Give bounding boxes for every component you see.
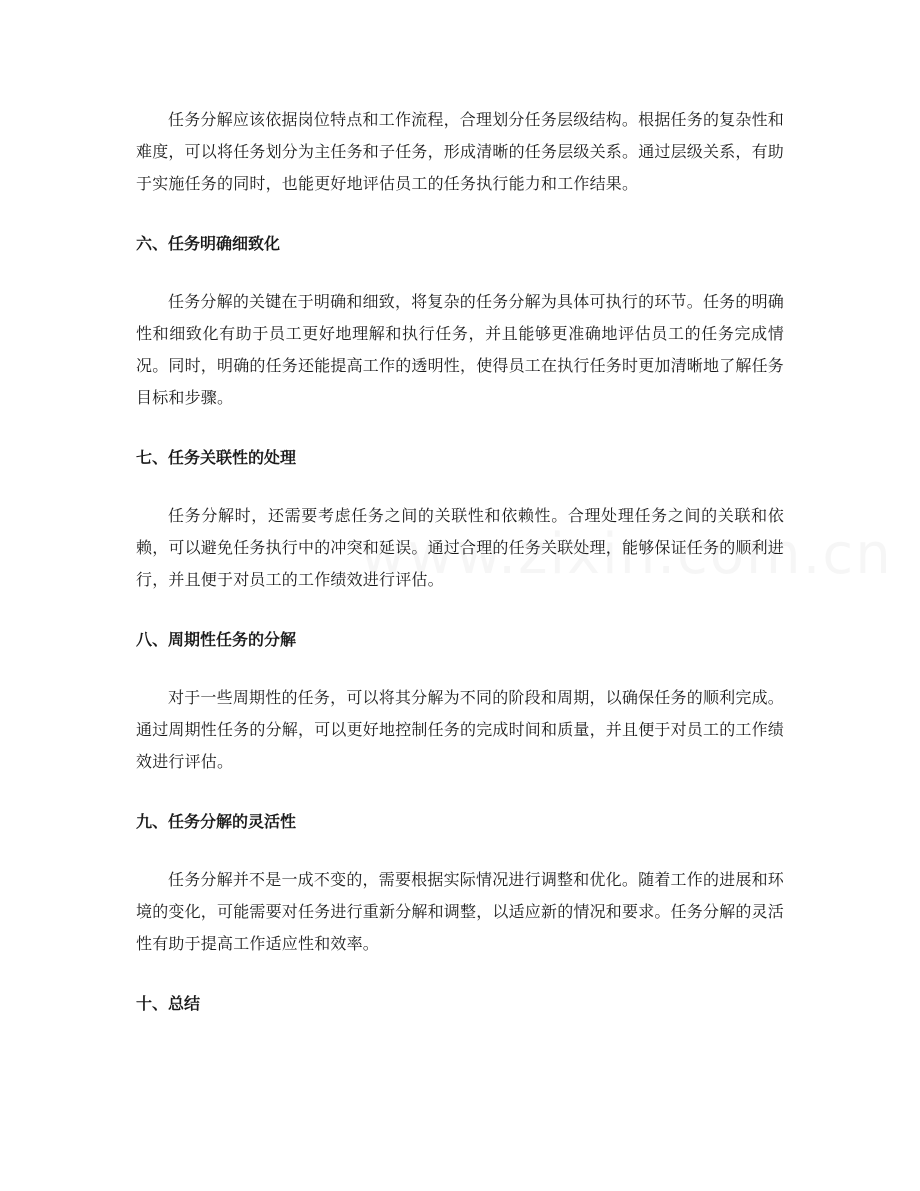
section-paragraph-7: 任务分解时，还需要考虑任务之间的关联性和依赖性。合理处理任务之间的关联和依赖，可以避免任务执行中的冲突和延误。通过合理的任务关联处理，能够保证任务的顺利进行，并且便于对员工的工作绩效进行评估。 bbox=[136, 506, 785, 589]
section-paragraph-6: 任务分解的关键在于明确和细致，将复杂的任务分解为具体可执行的环节。任务的明确性和细致化有助于员工更好地理解和执行任务，并且能够更准确地评估员工的任务完成情况。同时，明确的任务还能提高工作的透明性，使得员工在执行任务时更加清晰地了解任务目标和步骤。 bbox=[136, 292, 785, 407]
section-heading-9: 九、任务分解的灵活性 bbox=[136, 812, 297, 831]
document-body bbox=[136, 104, 784, 1020]
section-paragraph-8: 对于一些周期性的任务，可以将其分解为不同的阶段和周期，以确保任务的顺利完成。通过周期性任务的分解，可以更好地控制任务的完成时间和质量，并且便于对员工的工作绩效进行评估。 bbox=[136, 688, 785, 771]
intro-paragraph: 任务分解应该依据岗位特点和工作流程，合理划分任务层级结构。根据任务的复杂性和难度，可以将任务划分为主任务和子任务，形成清晰的任务层级关系。通过层级关系，有助于实施任务的同时，也能更好地评估员工的任务执行能力和工作结果。 bbox=[136, 110, 785, 193]
section-heading-8: 八、周期性任务的分解 bbox=[136, 630, 297, 649]
section-heading-10: 十、总结 bbox=[136, 994, 201, 1013]
section-heading-7: 七、任务关联性的处理 bbox=[136, 448, 297, 467]
section-heading-6: 六、任务明确细致化 bbox=[136, 234, 281, 253]
section-paragraph-9: 任务分解并不是一成不变的，需要根据实际情况进行调整和优化。随着工作的进展和环境的变化，可能需要对任务进行重新分解和调整，以适应新的情况和要求。任务分解的灵活性有助于提高工作适应性和效率。 bbox=[136, 870, 785, 953]
